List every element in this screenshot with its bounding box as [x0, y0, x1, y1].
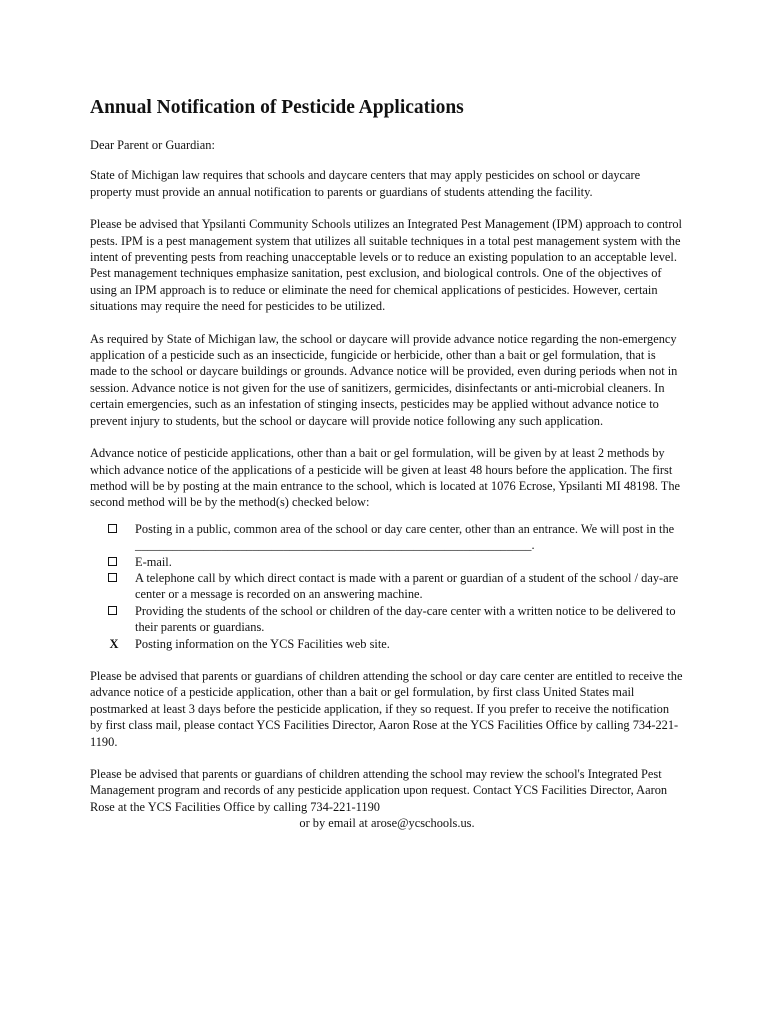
list-item — [90, 603, 684, 636]
list-item — [90, 570, 684, 603]
list-item — [90, 521, 684, 554]
checked-mark: X — [109, 636, 119, 651]
list-item — [90, 554, 684, 570]
paragraph-law-requirement: State of Michigan law requires that schools and daycare centers that may apply pesticides on school or daycare property must provide an annual notification to parents or guardians of students attending the facility. — [90, 168, 641, 199]
paragraph-advance-notice: As required by State of Michigan law, the school or daycare will provide advance notice regarding the non-emergency application of a pesticide such as an insecticide, fungicide or herbicide, other than a bait or gel formulation, that is made to the school or daycare buildings or grounds. Advance notice will be provided, even during periods when not in session. Advance notice is not given for the use of sanitizers, germicides, disinfectants or anti-microbial cleaners. In certain emergencies, such as an infestation of stinging insects, pesticides may be applied without advance notice to prevent injury to students, but the school or daycare will provide notice following any such application. — [90, 331, 678, 428]
checkbox-icon — [108, 606, 117, 615]
document-title: Annual Notification of Pesticide Applications — [90, 97, 464, 118]
method-text: E-mail. — [135, 554, 172, 569]
notice-methods-list — [90, 521, 684, 652]
document-body — [90, 96, 684, 832]
list-item — [90, 636, 684, 652]
method-text: Providing the students of the school or children of the day-care center with a written notice to be delivered to their parents or guardians. — [135, 603, 676, 635]
checkbox-icon — [108, 557, 117, 566]
method-text: Posting information on the YCS Facilities web site. — [135, 636, 390, 651]
checkbox-icon — [108, 573, 117, 582]
paragraph-ipm: Please be advised that Ypsilanti Community Schools utilizes an Integrated Pest Management (IPM) approach to control pests. IPM is a pest management system that utilizes all suitable techniques in a total pest management system with the intent of preventing pests from reaching unacceptable levels or to reduce an existing population to an acceptable level. Pest management techniques emphasize sanitation, pest exclusion, and biological controls. One of the objectives of using an IPM approach is to reduce or eliminate the need for chemical applications of pesticides. However, certain situations may require the need for pesticides to be utilized. — [90, 217, 682, 314]
paragraph-mail-request: Please be advised that parents or guardians of children attending the school or day care center are entitled to receive the advance notice of a pesticide application, other than a bait or gel formulation, by first class United States mail postmarked at least 3 days before the pesticide application, if they so request. If you prefer to receive the notification by first class mail, please contact YCS Facilities Director, Aaron Rose at the YCS Facilities Office by calling 734-221-1190. — [90, 668, 683, 749]
salutation: Dear Parent or Guardian: — [90, 138, 215, 152]
contact-email-line: or by email at arose@ycschools.us. — [299, 816, 475, 831]
method-text: Posting in a public, common area of the school or day care center, other than an entrance. We will post in the ________________________________________________________________. — [135, 521, 675, 553]
method-text: A telephone call by which direct contact is made with a parent or guardian of a student of the school / day-are center or a message is recorded on an answering machine. — [135, 570, 679, 602]
checkbox-icon — [108, 524, 117, 533]
paragraph-ipm-review: Please be advised that parents or guardians of children attending the school may review the school's Integrated Pest Management program and records of any pesticide application upon request. Contact YCS Facilities Director, Aaron Rose at the YCS Facilities Office by calling 734-221-1190 — [90, 767, 668, 814]
paragraph-notice-methods: Advance notice of pesticide applications, other than a bait or gel formulation, will be given by at least 2 methods by which advance notice of the applications of a pesticide will be given at least 48 hours before the application. The first method will be by posting at the main entrance to the school, which is located at 1076 Ecrose, Ypsilanti MI 48198. The second method will be by the method(s) checked below: — [90, 446, 681, 510]
